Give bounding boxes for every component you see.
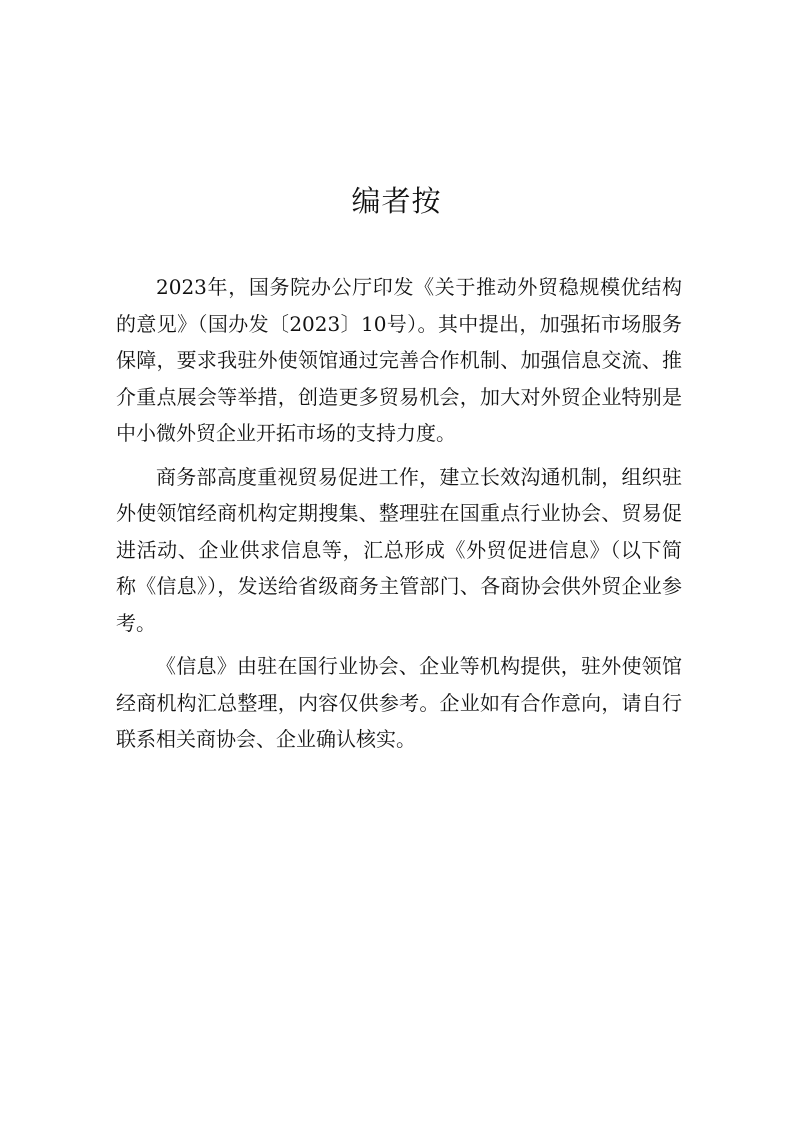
- paragraph-2: 商务部高度重视贸易促进工作，建立长效沟通机制，组织驻外使领馆经商机构定期搜集、整理驻在国重点行业协会、贸易促进活动、企业供求信息等，汇总形成《外贸促进信息》（以下简称《信息》），发送给省级商务主管部门、各商协会供外贸企业参考。: [116, 464, 682, 635]
- page-title: 编者按: [351, 184, 442, 218]
- paragraph-3: 《信息》由驻在国行业协会、企业等机构提供，驻外使领馆经商机构汇总整理，内容仅供参考。企业如有合作意向，请自行联系相关商协会、企业确认核实。: [116, 654, 682, 751]
- body-text: [116, 269, 682, 765]
- paragraph-1: 2023年，国务院办公厅印发《关于推动外贸稳规模优结构的意见》（国办发〔2023〕10号）。其中提出，加强拓市场服务保障，要求我驻外使领馆通过完善合作机制、加强信息交流、推介重点展会等举措，创造更多贸易机会，加大对外贸企业特别是中小微外贸企业开拓市场的支持力度。: [116, 275, 682, 445]
